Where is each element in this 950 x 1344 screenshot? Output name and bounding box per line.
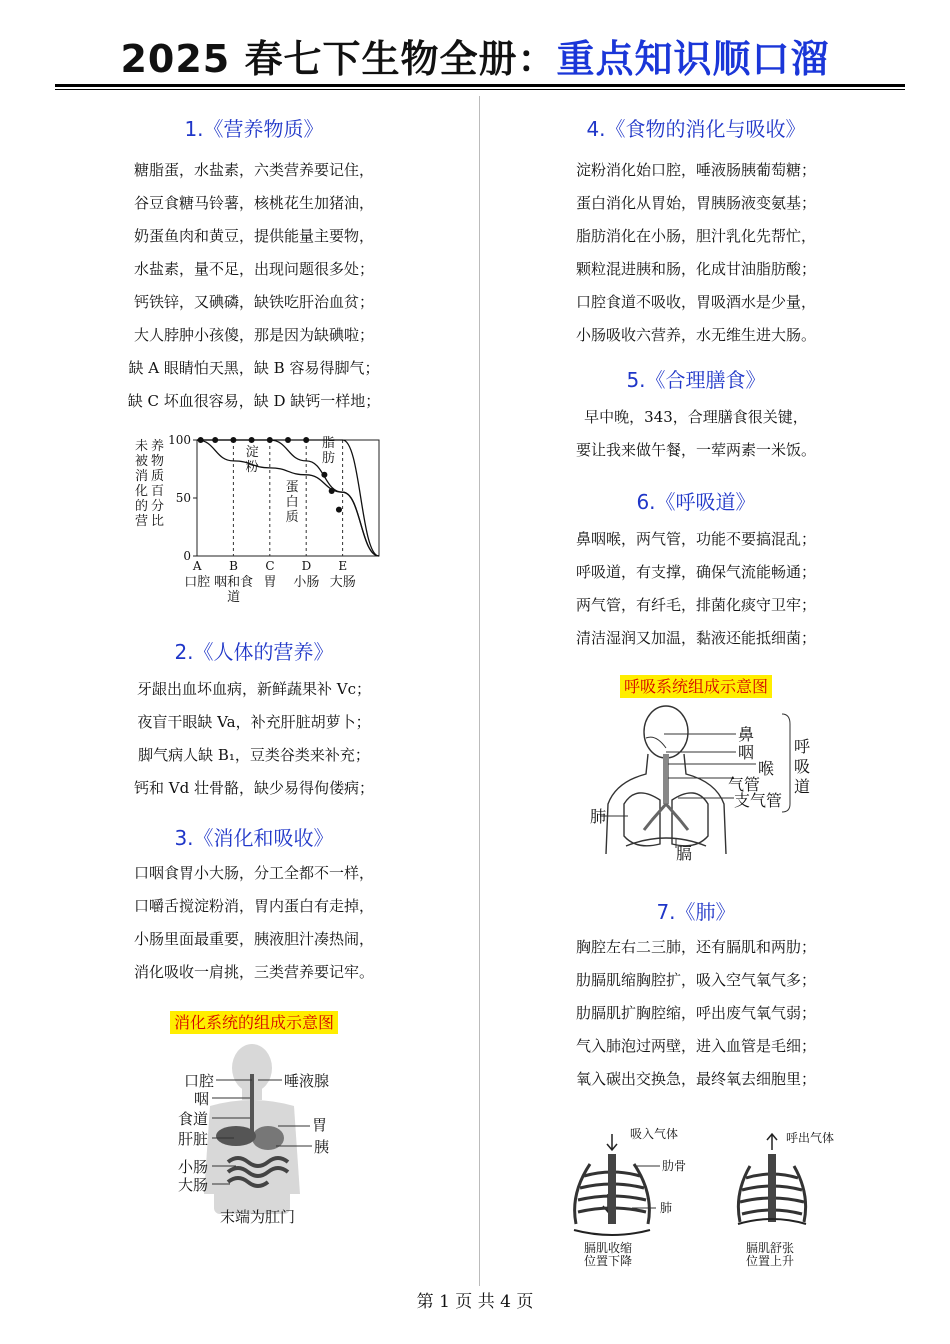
respiratory-system-illustration — [586, 704, 826, 864]
page-title — [0, 28, 950, 83]
page-footer: 第 1 页 共 4 页 — [416, 1292, 534, 1312]
chart-xtick-letter: E — [338, 559, 348, 573]
verse-line: 蛋白消化从胃始，胃胰肠液变氨基； — [575, 194, 816, 212]
verse-line: 胸腔左右二三肺，还有膈肌和两肋； — [575, 938, 816, 956]
chart-xtick-letter: A — [192, 559, 202, 573]
chart-point — [198, 437, 204, 443]
verse-line: 小肠里面最重要，胰液胆汁凑热闹， — [133, 930, 374, 948]
verse-line: 鼻咽喉，两气管，功能不要搞混乱； — [575, 530, 816, 548]
chart-point — [230, 437, 236, 443]
chart-series-label: 蛋白质 — [285, 480, 299, 526]
section-heading: 7.《肺》 — [656, 900, 736, 924]
verse-line: 肋膈肌缩胸腔扩，吸入空气氧气多； — [575, 971, 816, 989]
verse-line: 口腔食道不吸收，胃吸酒水是少量， — [575, 293, 816, 311]
chart-point — [303, 437, 309, 443]
chart-xtick-organ: 小肠 — [293, 575, 320, 590]
chart-ytick-label: 0 — [183, 549, 191, 563]
verse-line: 肋膈肌扩胸腔缩，呼出废气氧气弱； — [575, 1004, 816, 1022]
verse-line: 口咽食胃小大肠，分工全都不一样， — [133, 864, 374, 882]
chart-point — [321, 472, 327, 478]
chart-xtick-organ: 大肠 — [329, 575, 356, 590]
label-bronchi: 支气管 — [734, 791, 783, 810]
label-liver: 肝脏 — [178, 1130, 209, 1148]
verse-line: 消化吸收一肩挑，三类营养要记牢。 — [133, 963, 374, 981]
chart-xtick-letter: D — [301, 559, 312, 573]
verse-line: 夜盲干眼缺 Va，补充肝脏胡萝卜； — [137, 713, 371, 731]
chart-ylabel-col: 未被消化的营 — [135, 439, 149, 529]
chart-point — [212, 437, 218, 443]
verse-line: 缺 A 眼睛怕天黑，缺 B 容易得脚气； — [128, 359, 380, 377]
digestive-system-illustration — [170, 1044, 370, 1230]
label-small-intestine: 小肠 — [178, 1158, 209, 1176]
chart-xtick-organ: 口腔 — [184, 575, 211, 590]
digestive-caption: 消化系统的组成示意图 — [44, 1010, 464, 1033]
verse-line: 糖脂蛋，水盐素，六类营养要记住， — [133, 161, 374, 179]
section-heading: 5.《合理膳食》 — [626, 368, 766, 392]
chart-xtick-organ: 胃 — [263, 575, 277, 590]
section-nutrients — [44, 113, 464, 418]
breathing-illustration — [560, 1124, 850, 1274]
column-divider — [479, 96, 480, 1286]
verse-line: 奶蛋鱼肉和黄豆，提供能量主要物， — [133, 227, 374, 245]
label-pharynx: 咽 — [738, 743, 755, 762]
chart-ytick-label: 50 — [175, 491, 191, 505]
verse-line: 要让我来做午餐，一荤两素一米饭。 — [575, 441, 816, 459]
label-salivary-gland: 唾液腺 — [284, 1072, 330, 1090]
label-nose: 鼻 — [738, 725, 755, 744]
verse-line: 氧入碳出交换急，最终氧去细胞里； — [575, 1070, 816, 1088]
verse-line: 口嚼舌搅淀粉消，胃内蛋白有走掉， — [133, 897, 374, 915]
verse-line: 淀粉消化始口腔，唾液肠胰葡萄糖； — [575, 161, 816, 179]
chart-ytick-label: 100 — [168, 433, 191, 447]
verse-line: 牙龈出血坏血病，新鲜蔬果补 Vc； — [136, 680, 371, 698]
section-human-nutrition — [44, 636, 464, 805]
respiratory-caption: 呼吸系统组成示意图 — [486, 674, 906, 697]
title-prefix: 2025 春七下生物全册： — [120, 37, 557, 81]
section-digestion — [44, 822, 464, 989]
chart-ylabel — [135, 438, 164, 529]
verse-line: 大人脖肿小孩傻，那是因为缺碘啦； — [133, 326, 374, 344]
verse-line: 呼吸道，有支撑，确保气流能畅通； — [575, 563, 816, 581]
label-anus: 末端为肛门 — [220, 1208, 296, 1226]
label-lung: 肺 — [590, 807, 607, 826]
verse-line: 早中晚，343，合理膳食很关键， — [584, 408, 808, 426]
title-highlight: 重点知识顺口溜 — [556, 37, 830, 81]
verse-line: 钙和 Vd 壮骨骼，缺少易得佝偻病； — [134, 779, 374, 797]
chart-xtick-letter: C — [265, 559, 275, 573]
label-inhale: 吸入气体 — [630, 1127, 679, 1141]
section-heading: 6.《呼吸道》 — [636, 490, 756, 514]
chart-series-label: 脂肪 — [322, 435, 336, 466]
label-respiratory-tract: 呼吸道 — [794, 737, 811, 796]
label-ribs: 肋骨 — [662, 1159, 687, 1173]
digestion-chart — [125, 430, 395, 610]
chart-point — [267, 437, 273, 443]
title-rule-thin — [55, 89, 905, 90]
section-balanced-diet — [486, 364, 906, 467]
verse-line: 小肠吸收六营养，水无维生进大肠。 — [575, 326, 816, 344]
chart-point — [336, 507, 342, 513]
section-heading: 1.《营养物质》 — [184, 117, 324, 141]
label-esophagus: 食道 — [178, 1110, 209, 1128]
title-rule-thick — [55, 84, 905, 87]
label-exhale: 呼出气体 — [786, 1131, 835, 1145]
verse-line: 清洁湿润又加温，黏液还能抵细菌； — [575, 629, 816, 647]
label-pancreas: 胰 — [314, 1138, 330, 1156]
label-large-intestine: 大肠 — [178, 1176, 209, 1194]
section-heading: 4.《食物的消化与吸收》 — [586, 117, 806, 141]
verse-line: 脚气病人缺 B₁，豆类谷类来补充； — [138, 746, 370, 764]
section-heading: 3.《消化和吸收》 — [174, 826, 334, 850]
label-pharynx: 咽 — [194, 1090, 210, 1108]
verse-line: 两气管，有纤毛，排菌化痰守卫牢； — [575, 596, 816, 614]
label-lung: 肺 — [660, 1201, 673, 1215]
chart-xtick-letter: B — [229, 559, 239, 573]
label-diaphragm-relaxes: 膈肌舒张位置上升 — [746, 1241, 795, 1268]
chart-xtick-organ: 咽和食道 — [214, 575, 254, 605]
section-lungs — [486, 896, 906, 1096]
verse-line: 缺 C 坏血很容易，缺 D 缺钙一样地； — [127, 392, 381, 410]
verse-line: 脂肪消化在小肠，胆汁乳化先帮忙， — [575, 227, 816, 245]
label-stomach: 胃 — [312, 1116, 328, 1134]
label-mouth: 口腔 — [184, 1072, 215, 1090]
verse-line: 颗粒混进胰和肠，化成甘油脂肪酸； — [575, 260, 816, 278]
label-larynx: 喉 — [758, 759, 775, 778]
verse-line: 气入肺泡过两壁，进入血管是毛细； — [575, 1037, 816, 1055]
chart-series-label: 淀粉 — [245, 445, 259, 476]
section-heading: 2.《人体的营养》 — [174, 640, 334, 664]
chart-ylabel-col: 养物质百分比 — [151, 439, 165, 529]
section-food-digestion — [486, 113, 906, 352]
label-diaphragm: 膈 — [676, 844, 693, 863]
chart-point — [249, 437, 255, 443]
section-respiratory-tract — [486, 486, 906, 655]
label-trachea: 气管 — [728, 775, 761, 794]
chart-point — [329, 488, 335, 494]
verse-line: 谷豆食糖马铃薯，核桃花生加猪油， — [133, 194, 374, 212]
verse-line: 钙铁锌，又碘磷，缺铁吃肝治血贫； — [133, 293, 374, 311]
chart-point — [285, 437, 291, 443]
verse-line: 水盐素，量不足，出现问题很多处； — [133, 260, 374, 278]
label-diaphragm-contracts: 膈肌收缩位置下降 — [584, 1241, 633, 1268]
